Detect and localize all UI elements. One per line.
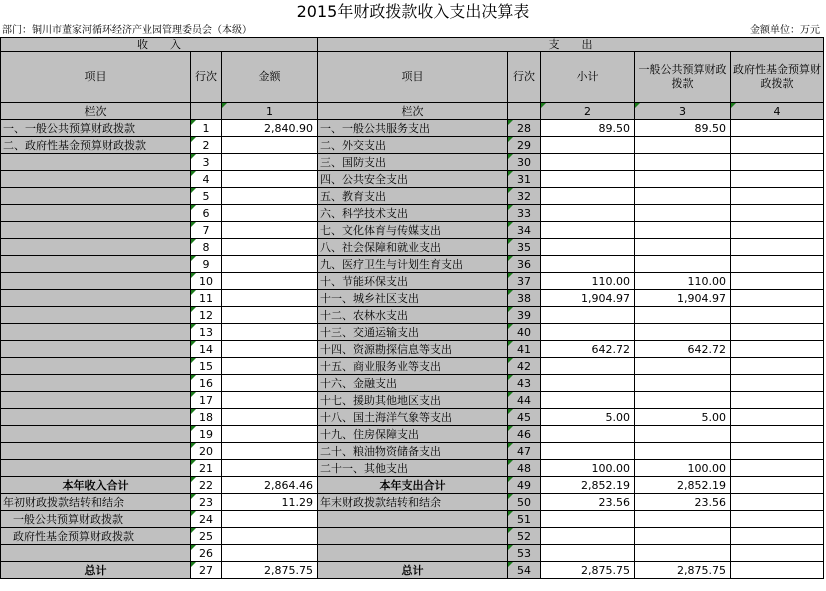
table-row — [1, 375, 824, 392]
income-rowno-cell: 6 — [191, 205, 222, 222]
income-item-cell: 年初财政拨款结转和结余 — [1, 494, 191, 511]
table-row — [1, 188, 824, 205]
expense-item-cell: 二十一、其他支出 — [318, 460, 508, 477]
expense-item-cell: 一、一般公共服务支出 — [318, 120, 508, 137]
general-budget-cell: 23.56 — [635, 494, 731, 511]
general-budget-cell — [635, 307, 731, 324]
expense-rowno-cell: 49 — [508, 477, 541, 494]
subtotal-cell: 2,852.19 — [541, 477, 635, 494]
general-budget-cell: 89.50 — [635, 120, 731, 137]
expense-rowno-cell: 34 — [508, 222, 541, 239]
income-item-cell — [1, 426, 191, 443]
subtotal-cell — [541, 154, 635, 171]
general-budget-cell — [635, 511, 731, 528]
expense-rowno-cell: 38 — [508, 290, 541, 307]
table-row — [1, 511, 824, 528]
general-budget-cell: 642.72 — [635, 341, 731, 358]
table-row — [1, 171, 824, 188]
expense-item-cell: 四、公共安全支出 — [318, 171, 508, 188]
expense-item-cell: 八、社会保障和就业支出 — [318, 239, 508, 256]
income-amount-cell — [222, 290, 318, 307]
fund-budget-cell — [731, 205, 824, 222]
income-amount-header: 金额 — [222, 52, 318, 103]
subtotal-cell — [541, 307, 635, 324]
fund-budget-cell — [731, 426, 824, 443]
expense-item-cell: 六、科学技术支出 — [318, 205, 508, 222]
table-row — [1, 154, 824, 171]
income-rowno-cell: 10 — [191, 273, 222, 290]
income-item-cell — [1, 256, 191, 273]
expense-rowno-cell: 48 — [508, 460, 541, 477]
subtotal-cell: 110.00 — [541, 273, 635, 290]
income-item-cell — [1, 239, 191, 256]
income-rowno-cell: 13 — [191, 324, 222, 341]
general-budget-cell — [635, 256, 731, 273]
table-row — [1, 307, 824, 324]
general-budget-cell: 100.00 — [635, 460, 731, 477]
income-rowno-cell: 9 — [191, 256, 222, 273]
income-item-cell — [1, 273, 191, 290]
expense-rowno-cell: 37 — [508, 273, 541, 290]
expense-rowno-cell: 47 — [508, 443, 541, 460]
income-rowno-header: 行次 — [191, 52, 222, 103]
income-rowno-cell: 12 — [191, 307, 222, 324]
expense-item-cell: 十七、援助其他地区支出 — [318, 392, 508, 409]
general-budget-cell — [635, 375, 731, 392]
general-budget-cell: 110.00 — [635, 273, 731, 290]
fund-budget-cell — [731, 494, 824, 511]
income-amount-cell — [222, 409, 318, 426]
fund-budget-cell — [731, 188, 824, 205]
fund-budget-cell — [731, 154, 824, 171]
income-item-cell — [1, 358, 191, 375]
income-item-cell — [1, 341, 191, 358]
expense-rowno-cell: 53 — [508, 545, 541, 562]
income-amount-cell — [222, 205, 318, 222]
expense-item-cell — [318, 528, 508, 545]
income-item-cell — [1, 460, 191, 477]
subtotal-cell — [541, 188, 635, 205]
expense-item-cell: 总计 — [318, 562, 508, 579]
expense-item-cell: 十四、资源勘探信息等支出 — [318, 341, 508, 358]
subtotal-cell: 23.56 — [541, 494, 635, 511]
expense-item-cell: 三、国防支出 — [318, 154, 508, 171]
fund-budget-cell — [731, 273, 824, 290]
subtotal-cell: 1,904.97 — [541, 290, 635, 307]
general-budget-cell — [635, 392, 731, 409]
income-rowno-cell: 1 — [191, 120, 222, 137]
expense-rowno-cell: 30 — [508, 154, 541, 171]
income-amount-cell — [222, 256, 318, 273]
unit-label: 金额单位：万元 — [750, 25, 820, 36]
income-amount-cell: 2,875.75 — [222, 562, 318, 579]
table-row — [1, 528, 824, 545]
income-rowno-cell: 15 — [191, 358, 222, 375]
subtotal-cell: 642.72 — [541, 341, 635, 358]
table-row — [1, 290, 824, 307]
income-rowno-cell: 3 — [191, 154, 222, 171]
income-rowno-cell: 14 — [191, 341, 222, 358]
income-amount-cell — [222, 188, 318, 205]
expense-item-cell: 九、医疗卫生与计划生育支出 — [318, 256, 508, 273]
income-item-cell — [1, 307, 191, 324]
expense-item-cell: 二十、粮油物资储备支出 — [318, 443, 508, 460]
general-budget-cell: 2,852.19 — [635, 477, 731, 494]
income-item-cell — [1, 443, 191, 460]
income-item-cell — [1, 205, 191, 222]
table-row — [1, 545, 824, 562]
income-rowno-cell: 16 — [191, 375, 222, 392]
expense-item-cell: 年末财政拨款结转和结余 — [318, 494, 508, 511]
income-item-cell: 一、一般公共预算财政拨款 — [1, 120, 191, 137]
income-item-cell — [1, 324, 191, 341]
table-row — [1, 443, 824, 460]
table-row — [1, 205, 824, 222]
department-label: 部门：铜川市董家河循环经济产业园管理委员会（本级） — [2, 25, 252, 36]
subtotal-cell — [541, 205, 635, 222]
income-amount-cell — [222, 171, 318, 188]
general-budget-cell — [635, 443, 731, 460]
subtotal-cell — [541, 256, 635, 273]
subtotal-cell — [541, 426, 635, 443]
general-budget-cell — [635, 545, 731, 562]
general-budget-cell — [635, 324, 731, 341]
income-item-header: 项目 — [1, 52, 191, 103]
income-rowno-cell: 5 — [191, 188, 222, 205]
subtotal-cell — [541, 392, 635, 409]
general-budget-header: 一般公共预算财政拨款 — [635, 52, 731, 103]
table-row — [1, 137, 824, 154]
fund-budget-cell — [731, 562, 824, 579]
income-rowno-cell: 23 — [191, 494, 222, 511]
fund-budget-cell — [731, 324, 824, 341]
income-amount-cell — [222, 460, 318, 477]
expense-item-cell: 十六、金融支出 — [318, 375, 508, 392]
income-rowno-cell: 22 — [191, 477, 222, 494]
col-number-1: 1 — [222, 103, 318, 120]
income-rowno-cell: 24 — [191, 511, 222, 528]
income-rowno-cell: 17 — [191, 392, 222, 409]
table-row — [1, 222, 824, 239]
fund-budget-header: 政府性基金预算财政拨款 — [731, 52, 824, 103]
report-title: 2015年财政拨款收入支出决算表 — [296, 2, 530, 21]
income-amount-cell — [222, 511, 318, 528]
general-budget-cell: 1,904.97 — [635, 290, 731, 307]
expense-rowno-cell: 45 — [508, 409, 541, 426]
income-rowno-cell: 11 — [191, 290, 222, 307]
income-item-cell: 二、政府性基金预算财政拨款 — [1, 137, 191, 154]
subtotal-cell — [541, 358, 635, 375]
subtotal-cell — [541, 375, 635, 392]
income-col-label: 栏次 — [1, 103, 191, 120]
general-budget-cell — [635, 426, 731, 443]
col-number-2: 2 — [541, 103, 635, 120]
expense-rowno-cell: 51 — [508, 511, 541, 528]
col-number-3: 3 — [635, 103, 731, 120]
income-amount-cell — [222, 545, 318, 562]
income-rowno-cell: 26 — [191, 545, 222, 562]
income-amount-cell — [222, 273, 318, 290]
income-amount-cell — [222, 154, 318, 171]
expense-item-cell: 五、教育支出 — [318, 188, 508, 205]
expense-rowno-header: 行次 — [508, 52, 541, 103]
table-row — [1, 120, 824, 137]
fund-budget-cell — [731, 528, 824, 545]
fund-budget-cell — [731, 358, 824, 375]
income-item-cell: 政府性基金预算财政拨款 — [1, 528, 191, 545]
subtotal-cell — [541, 528, 635, 545]
table-row — [1, 392, 824, 409]
expense-rowno-cell: 52 — [508, 528, 541, 545]
subtotal-header: 小计 — [541, 52, 635, 103]
expense-item-cell: 十三、交通运输支出 — [318, 324, 508, 341]
subtotal-cell — [541, 443, 635, 460]
subtotal-cell: 2,875.75 — [541, 562, 635, 579]
table-row — [1, 426, 824, 443]
subtotal-cell — [541, 545, 635, 562]
fund-budget-cell — [731, 137, 824, 154]
general-budget-cell — [635, 171, 731, 188]
income-rowno-cell: 2 — [191, 137, 222, 154]
expense-rowno-cell: 31 — [508, 171, 541, 188]
subtotal-cell: 89.50 — [541, 120, 635, 137]
income-amount-cell — [222, 443, 318, 460]
income-amount-cell — [222, 426, 318, 443]
expense-rowno-cell: 36 — [508, 256, 541, 273]
subtotal-cell — [541, 137, 635, 154]
fund-budget-cell — [731, 256, 824, 273]
income-amount-cell: 11.29 — [222, 494, 318, 511]
expense-rowno-cell: 46 — [508, 426, 541, 443]
table-row — [1, 256, 824, 273]
table-row — [1, 477, 824, 494]
income-rowno-cell: 21 — [191, 460, 222, 477]
expense-item-header: 项目 — [318, 52, 508, 103]
table-row — [1, 358, 824, 375]
general-budget-cell — [635, 137, 731, 154]
general-budget-cell — [635, 222, 731, 239]
fund-budget-cell — [731, 239, 824, 256]
income-amount-cell — [222, 222, 318, 239]
expense-rowno-cell: 28 — [508, 120, 541, 137]
income-rowno-cell: 25 — [191, 528, 222, 545]
subtotal-cell: 100.00 — [541, 460, 635, 477]
general-budget-cell — [635, 528, 731, 545]
fund-budget-cell — [731, 375, 824, 392]
general-budget-cell — [635, 188, 731, 205]
expense-rowno-cell: 50 — [508, 494, 541, 511]
fund-budget-cell — [731, 307, 824, 324]
income-item-cell — [1, 154, 191, 171]
income-item-cell: 总计 — [1, 562, 191, 579]
fund-budget-cell — [731, 341, 824, 358]
income-rowno-cell: 20 — [191, 443, 222, 460]
income-item-cell — [1, 375, 191, 392]
income-amount-cell — [222, 137, 318, 154]
expense-rowno-cell: 54 — [508, 562, 541, 579]
fund-budget-cell — [731, 460, 824, 477]
expense-item-cell: 十二、农林水支出 — [318, 307, 508, 324]
fund-budget-cell — [731, 477, 824, 494]
table-row — [1, 324, 824, 341]
income-amount-cell — [222, 392, 318, 409]
expense-item-cell: 十、节能环保支出 — [318, 273, 508, 290]
income-item-cell — [1, 222, 191, 239]
expense-item-cell: 十一、城乡社区支出 — [318, 290, 508, 307]
income-amount-cell — [222, 324, 318, 341]
income-rowno-cell: 7 — [191, 222, 222, 239]
table-row — [1, 341, 824, 358]
income-item-cell: 本年收入合计 — [1, 477, 191, 494]
expense-rowno-cell: 42 — [508, 358, 541, 375]
table-row — [1, 494, 824, 511]
fund-budget-cell — [731, 392, 824, 409]
income-col-rowno — [191, 103, 222, 120]
subtotal-cell: 5.00 — [541, 409, 635, 426]
table-row — [1, 239, 824, 256]
income-rowno-cell: 4 — [191, 171, 222, 188]
table-row — [1, 460, 824, 477]
expense-rowno-cell: 35 — [508, 239, 541, 256]
income-item-cell — [1, 171, 191, 188]
income-item-cell — [1, 290, 191, 307]
fund-budget-cell — [731, 511, 824, 528]
expense-item-cell — [318, 511, 508, 528]
income-rowno-cell: 27 — [191, 562, 222, 579]
expense-rowno-cell: 32 — [508, 188, 541, 205]
expense-item-cell: 十九、住房保障支出 — [318, 426, 508, 443]
income-amount-cell — [222, 358, 318, 375]
income-amount-cell — [222, 528, 318, 545]
subtotal-cell — [541, 239, 635, 256]
income-item-cell — [1, 188, 191, 205]
income-rowno-cell: 19 — [191, 426, 222, 443]
fund-budget-cell — [731, 120, 824, 137]
expense-col-rowno — [508, 103, 541, 120]
income-item-cell — [1, 409, 191, 426]
expense-item-cell: 十五、商业服务业等支出 — [318, 358, 508, 375]
income-rowno-cell: 18 — [191, 409, 222, 426]
expense-rowno-cell: 44 — [508, 392, 541, 409]
subtotal-cell — [541, 324, 635, 341]
expense-rowno-cell: 33 — [508, 205, 541, 222]
table-row — [1, 562, 824, 579]
income-amount-cell — [222, 307, 318, 324]
fund-budget-cell — [731, 443, 824, 460]
table-row — [1, 273, 824, 290]
subtotal-cell — [541, 222, 635, 239]
income-rowno-cell: 8 — [191, 239, 222, 256]
table-row — [1, 409, 824, 426]
expense-item-cell: 七、文化体育与传媒支出 — [318, 222, 508, 239]
general-budget-cell — [635, 154, 731, 171]
expense-item-cell: 二、外交支出 — [318, 137, 508, 154]
expense-rowno-cell: 43 — [508, 375, 541, 392]
expense-item-cell — [318, 545, 508, 562]
general-budget-cell: 5.00 — [635, 409, 731, 426]
expense-item-cell: 本年支出合计 — [318, 477, 508, 494]
general-budget-cell: 2,875.75 — [635, 562, 731, 579]
income-amount-cell: 2,864.46 — [222, 477, 318, 494]
expense-rowno-cell: 41 — [508, 341, 541, 358]
expense-rowno-cell: 29 — [508, 137, 541, 154]
fund-budget-cell — [731, 409, 824, 426]
income-item-cell: 一般公共预算财政拨款 — [1, 511, 191, 528]
fund-budget-cell — [731, 222, 824, 239]
expense-col-label: 栏次 — [318, 103, 508, 120]
general-budget-cell — [635, 358, 731, 375]
expense-header: 支 出 — [318, 38, 824, 52]
income-amount-cell — [222, 341, 318, 358]
fund-budget-cell — [731, 545, 824, 562]
income-amount-cell — [222, 239, 318, 256]
expense-rowno-cell: 40 — [508, 324, 541, 341]
budget-table — [0, 37, 824, 579]
income-amount-cell: 2,840.90 — [222, 120, 318, 137]
fund-budget-cell — [731, 171, 824, 188]
income-header: 收 入 — [1, 38, 318, 52]
subtotal-cell — [541, 511, 635, 528]
expense-rowno-cell: 39 — [508, 307, 541, 324]
general-budget-cell — [635, 239, 731, 256]
general-budget-cell — [635, 205, 731, 222]
income-item-cell — [1, 545, 191, 562]
expense-item-cell: 十八、国土海洋气象等支出 — [318, 409, 508, 426]
income-amount-cell — [222, 375, 318, 392]
fund-budget-cell — [731, 290, 824, 307]
subtotal-cell — [541, 171, 635, 188]
income-item-cell — [1, 392, 191, 409]
col-number-4: 4 — [731, 103, 824, 120]
